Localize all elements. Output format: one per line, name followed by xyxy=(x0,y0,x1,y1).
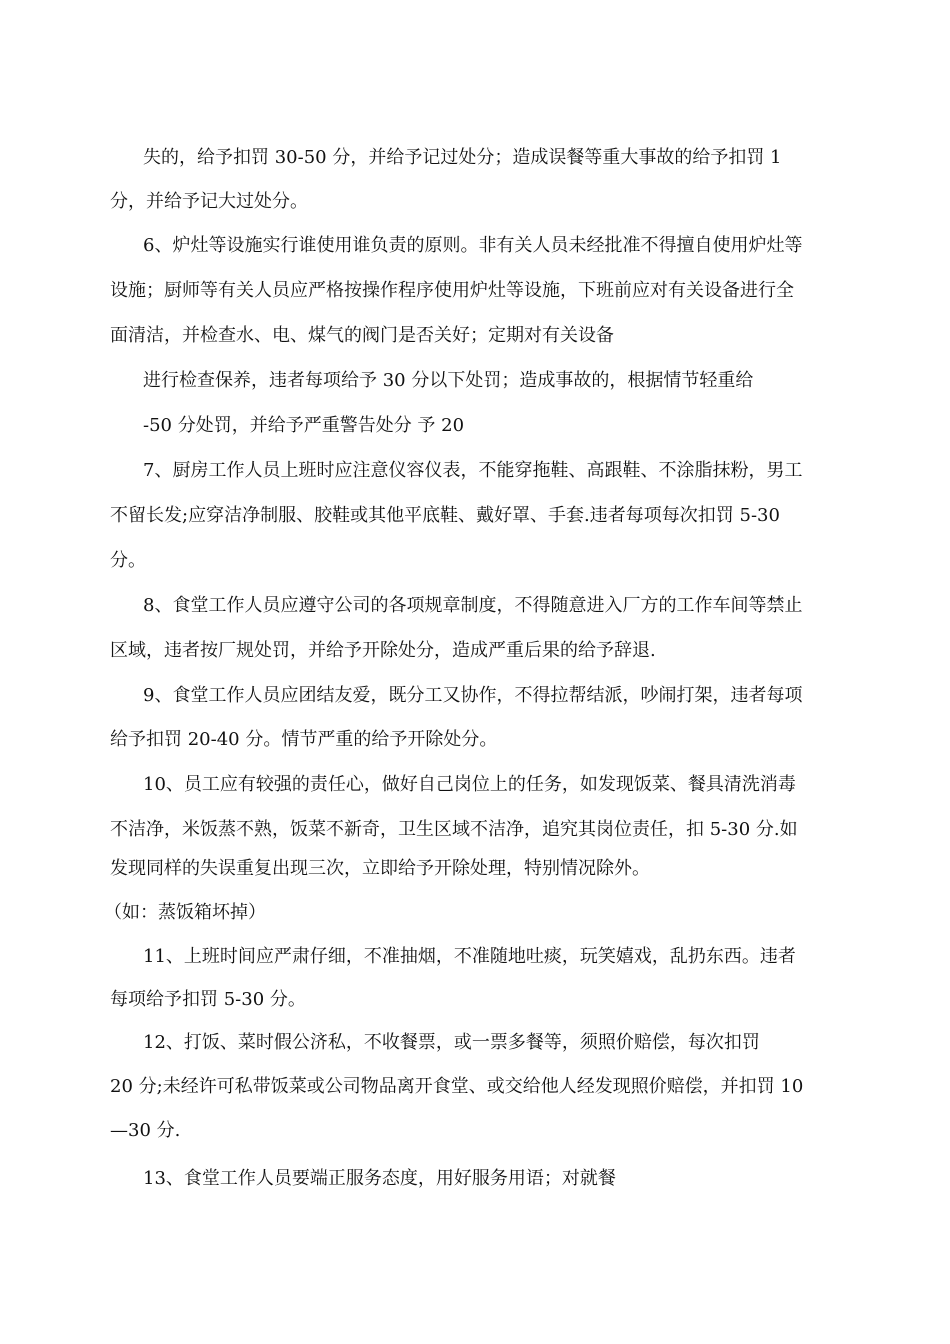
text-line: 13、食堂工作人员要端正服务态度，用好服务用语；对就餐 xyxy=(143,1168,616,1189)
text-line: 区域，违者按厂规处罚，并给予开除处分，造成严重后果的给予辞退. xyxy=(110,640,656,661)
text-line: 面清洁，并检查水、电、煤气的阀门是否关好；定期对有关设备 xyxy=(110,325,614,346)
text-line: 12、打饭、菜时假公济私，不收餐票，或一票多餐等，须照价赔偿，每次扣罚 xyxy=(143,1032,760,1053)
text-line: 7、厨房工作人员上班时应注意仪容仪表，不能穿拖鞋、高跟鞋、不涂脂抹粉，男工 xyxy=(143,460,803,481)
text-line: 发现同样的失误重复出现三次，立即给予开除处理，特别情况除外。 xyxy=(110,858,650,879)
text-line: 进行检查保养，违者每项给予 30 分以下处罚；造成事故的，根据情节轻重给 xyxy=(143,370,754,391)
text-line: 给予扣罚 20-40 分。情节严重的给予开除处分。 xyxy=(110,729,498,750)
text-line: 不留长发;应穿洁净制服、胶鞋或其他平底鞋、戴好罩、手套.违者每项每次扣罚 5-30 xyxy=(110,505,780,526)
text-line: —30 分. xyxy=(110,1120,181,1141)
text-line: 8、食堂工作人员应遵守公司的各项规章制度，不得随意进入厂方的工作车间等禁止 xyxy=(143,595,803,616)
text-line: 11、上班时间应严肃仔细，不准抽烟，不准随地吐痰，玩笑嬉戏，乱扔东西。违者 xyxy=(143,946,796,967)
text-line: 不洁净，米饭蒸不熟，饭菜不新奇，卫生区域不洁净，追究其岗位责任，扣 5-30 分.如 xyxy=(110,819,798,840)
text-line: 10、员工应有较强的责任心，做好自己岗位上的任务，如发现饭菜、餐具清洗消毒 xyxy=(143,774,796,795)
text-line: 分，并给予记大过处分。 xyxy=(110,191,308,212)
text-line: （如：蒸饭箱坏掉） xyxy=(104,902,266,923)
text-line: 设施；厨师等有关人员应严格按操作程序使用炉灶等设施，下班前应对有关设备进行全 xyxy=(110,280,794,301)
text-line: 6、炉灶等设施实行谁使用谁负责的原则。非有关人员未经批准不得擅自使用炉灶等 xyxy=(143,235,803,256)
text-line: 9、食堂工作人员应团结友爱，既分工又协作，不得拉帮结派，吵闹打架，违者每项 xyxy=(143,685,803,706)
text-line: 每项给予扣罚 5-30 分。 xyxy=(110,989,306,1010)
text-line: 20 分;未经许可私带饭菜或公司物品离开食堂、或交给他人经发现照价赔偿，并扣罚 10 xyxy=(110,1076,804,1097)
text-line: 分。 xyxy=(110,550,146,571)
text-line: 失的，给予扣罚 30-50 分，并给予记过处分；造成误餐等重大事故的给予扣罚 1 xyxy=(143,147,782,168)
text-line: -50 分处罚，并给予严重警告处分 予 20 xyxy=(143,415,465,436)
